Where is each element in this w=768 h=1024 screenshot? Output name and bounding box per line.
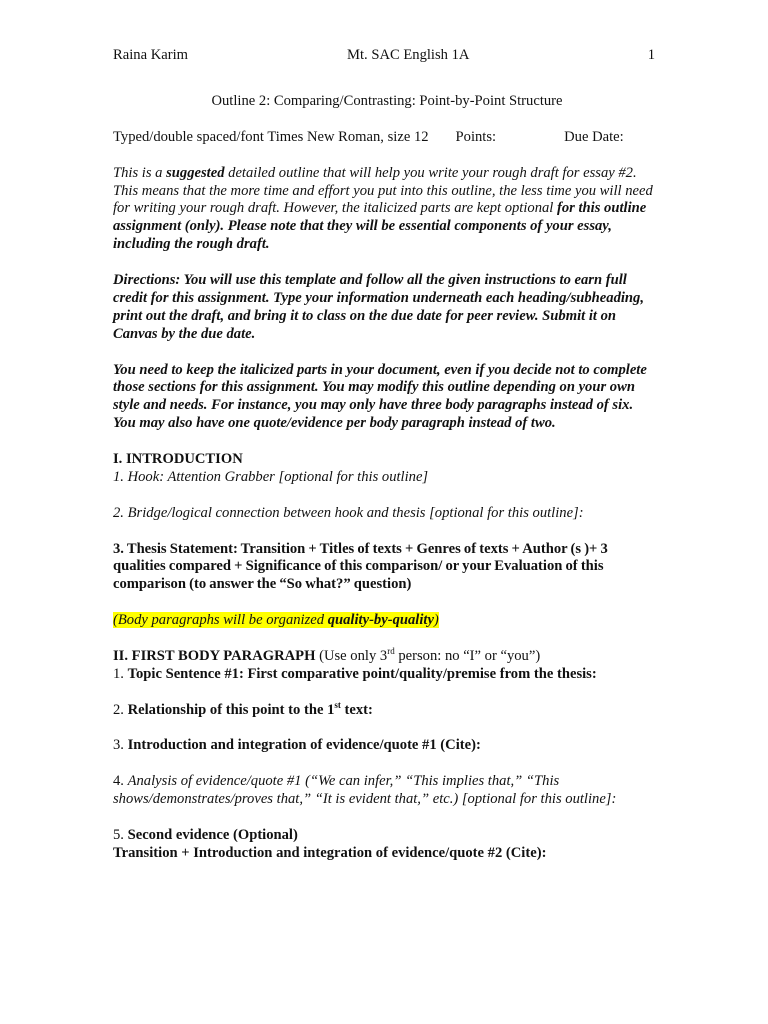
organized-note-pre: (Body paragraphs will be organized	[113, 612, 328, 629]
analysis-item: 4. Analysis of evidence/quote #1 (“We can infer,” “This implies that,” “This shows/demonstrates/proves that,” “It is evident that,” etc.) [optional for this outline]:	[113, 773, 617, 808]
section-first-body-heading	[113, 648, 655, 666]
thesis-item: 3. Thesis Statement: Transition + Titles of texts + Genres of texts + Author (s )+ 3 qualities compared + Significance of this comparison/ or your Evaluation of this comparison (to answer the “So what?” question)	[113, 540, 608, 593]
keep-note-paragraph	[113, 362, 655, 434]
document-title: Outline 2: Comparing/Contrasting: Point-by-Point Structure	[211, 93, 563, 109]
header-author: Raina Karim	[113, 47, 188, 63]
directions-text: Directions: You will use this template and follow all the given instructions to earn full credit for this assignment. Type your information underneath each heading/subheading, print out the draft, and bring it to class on the due date for peer review. Submit it on Canvas by the due date.	[113, 272, 644, 342]
organized-note	[113, 612, 655, 630]
keep-note-text: You need to keep the italicized parts in your document, even if you decide not to complete those sections for this assignment. You may modify this outline depending on your own style and needs. For instance, you may only have three body paragraphs instead of six. You may also have one quote/evidence per body paragraph instead of two.	[113, 361, 647, 432]
page-header	[113, 47, 655, 67]
heading-note-pre: (Use only 3	[315, 647, 388, 664]
intro-emphasis: suggested	[166, 164, 225, 181]
second-evidence-subitem: Transition + Introduction and integration of evidence/quote #2 (Cite):	[113, 844, 547, 861]
intro-bold-text: for this outline assignment (only). Please note that they will be essential components of your essay, including the rough draft.	[113, 200, 647, 253]
directions-paragraph	[113, 272, 655, 344]
header-course: Mt. SAC English 1A	[347, 47, 470, 63]
format-line	[113, 129, 655, 147]
evidence-item: 3. Introduction and integration of evidence/quote #1 (Cite):	[113, 737, 481, 754]
format-spec: Typed/double spaced/font Times New Roman, size 12	[113, 128, 429, 145]
heading-note-sup: rd	[387, 646, 395, 657]
relationship-item: 2. Relationship of this point to the 1st text:	[113, 699, 373, 718]
first-body-heading-text: II. FIRST BODY PARAGRAPH	[113, 647, 316, 664]
intro-paragraph	[113, 165, 655, 255]
due-date-label: Due Date:	[564, 128, 624, 145]
organized-note-bold: quality-by-quality	[327, 612, 434, 629]
topic-sentence-item: 1. Topic Sentence #1: First comparative point/quality/premise from the thesis:	[113, 665, 597, 682]
intro-pre: This is a	[113, 164, 167, 181]
heading-note-post: person: no “I” or “you”)	[394, 647, 541, 664]
document-body	[113, 93, 655, 863]
section-introduction-heading: I. INTRODUCTION	[113, 451, 243, 468]
points-label: Points:	[455, 128, 497, 145]
header-page-number: 1	[647, 47, 655, 63]
organized-note-post: )	[433, 612, 439, 629]
hook-item: 1. Hook: Attention Grabber [optional for this outline]	[113, 468, 429, 485]
second-evidence-item: 5. Second evidence (Optional)	[113, 826, 298, 843]
intro-italic-text: detailed outline that will help you write your rough draft for essay #2. This means that the more time and effort you put into this outline, the less time you will need for writing your rough draft. However, the italicized parts are kept optional	[113, 164, 653, 217]
bridge-item: 2. Bridge/logical connection between hook and thesis [optional for this outline]:	[113, 504, 584, 521]
